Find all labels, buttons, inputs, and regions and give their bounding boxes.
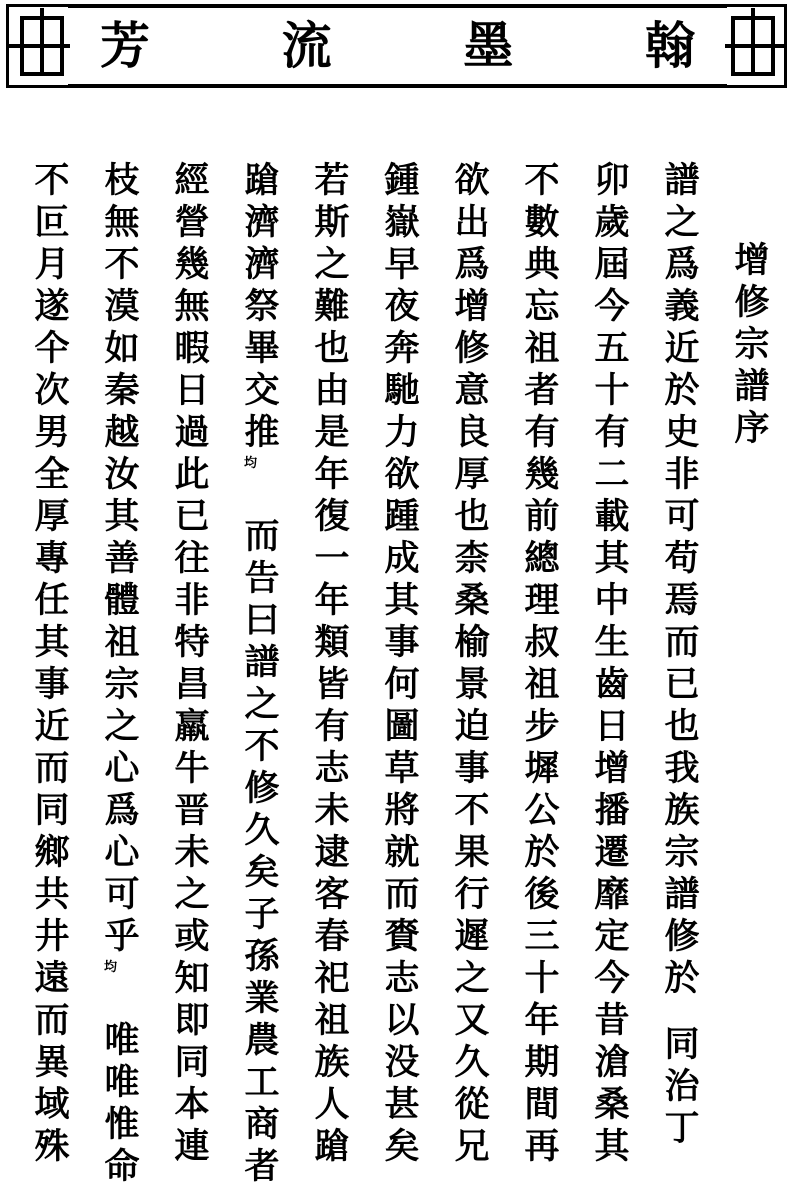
text-char: 圖	[384, 706, 420, 747]
text-char: 修	[454, 328, 490, 369]
text-char: 而	[34, 1000, 70, 1041]
text-column	[380, 160, 424, 1168]
text-char: 步	[524, 706, 560, 747]
text-char: 於	[664, 370, 700, 411]
text-char: 殊	[34, 1126, 70, 1167]
text-char: 知	[174, 958, 210, 999]
text-char: 而	[34, 748, 70, 789]
text-char: 任	[34, 580, 70, 621]
text-char: 定	[594, 916, 630, 957]
text-char: 未	[314, 790, 350, 831]
text-char: 久	[454, 1042, 490, 1083]
text-char: 之	[244, 684, 280, 725]
text-char: 歲	[594, 202, 630, 243]
text-char: 牛	[174, 748, 210, 789]
text-char: 男	[34, 412, 70, 453]
text-char: 惟	[104, 1104, 140, 1145]
text-char: 也	[314, 328, 350, 369]
text-char: 是	[314, 412, 350, 453]
text-char: 業	[244, 978, 280, 1019]
text-char: 榆	[454, 622, 490, 663]
text-char: 我	[664, 748, 700, 789]
text-char: 年	[524, 1000, 560, 1041]
text-char: 年	[314, 454, 350, 495]
text-char: 兄	[454, 1126, 490, 1167]
text-char: 斯	[314, 202, 350, 243]
text-char: 果	[454, 832, 490, 873]
text-char: 井	[34, 916, 70, 957]
text-char: 墀	[524, 748, 560, 789]
text-char: 曰	[244, 600, 280, 641]
fret-ornament-left-icon	[8, 8, 70, 82]
text-char: 再	[524, 1126, 560, 1167]
text-char: 暇	[174, 328, 210, 369]
text-char: 三	[524, 916, 560, 957]
banner-title-char: 墨	[463, 16, 514, 75]
fret-ornament-right-icon	[725, 8, 787, 82]
text-char: 祖	[524, 328, 560, 369]
text-char: 齒	[594, 664, 630, 705]
text-char: 非	[664, 454, 700, 495]
text-char: 修	[664, 916, 700, 957]
text-char: 將	[384, 790, 420, 831]
text-char: 力	[384, 412, 420, 453]
text-char: 一	[314, 538, 350, 579]
text-char: 今	[594, 286, 630, 327]
text-char: 草	[384, 748, 420, 789]
text-char: 二	[594, 454, 630, 495]
text-char: 踵	[384, 496, 420, 537]
text-char: 者	[244, 1146, 280, 1187]
text-char: 從	[454, 1084, 490, 1125]
text-char: 事	[34, 664, 70, 705]
text-char: 難	[314, 286, 350, 327]
text-char: 爲	[104, 790, 140, 831]
text-char: 其	[104, 496, 140, 537]
text-char: 也	[454, 496, 490, 537]
text-column	[450, 160, 494, 1168]
text-char: 告	[244, 558, 280, 599]
text-char: 濟	[244, 202, 280, 243]
text-column	[520, 160, 564, 1168]
text-char: 嶽	[384, 202, 420, 243]
text-char: 遂	[34, 286, 70, 327]
text-char: 欲	[454, 160, 490, 201]
text-char: 心	[104, 832, 140, 873]
text-char: 此	[174, 454, 210, 495]
column-gap	[240, 474, 284, 516]
text-char: 體	[104, 580, 140, 621]
text-char: 族	[314, 1042, 350, 1083]
text-char: 忘	[524, 286, 560, 327]
text-char: 五	[594, 328, 630, 369]
text-char: 復	[314, 496, 350, 537]
text-char: 數	[524, 202, 560, 243]
text-char: 十	[524, 958, 560, 999]
text-char: 類	[314, 622, 350, 663]
annotation-char: 均	[104, 960, 118, 975]
text-char: 者	[524, 370, 560, 411]
text-char: 厚	[34, 496, 70, 537]
text-char: 久	[244, 810, 280, 851]
text-char: 就	[384, 832, 420, 873]
text-char: 近	[34, 706, 70, 747]
text-char: 甚	[384, 1084, 420, 1125]
text-char: 同	[34, 790, 70, 831]
text-char: 宗	[104, 664, 140, 705]
text-char: 羸	[174, 706, 210, 747]
banner-title-char: 翰	[644, 16, 695, 75]
text-char: 族	[664, 790, 700, 831]
text-char: 善	[104, 538, 140, 579]
text-char: 柰	[454, 538, 490, 579]
header-banner	[0, 0, 795, 92]
text-char: 已	[174, 496, 210, 537]
text-char: 由	[314, 370, 350, 411]
text-char: 而	[384, 874, 420, 915]
text-char: 蹌	[314, 1126, 350, 1167]
text-char: 昌	[174, 664, 210, 705]
text-char: 心	[104, 748, 140, 789]
text-char: 祖	[524, 664, 560, 705]
text-char: 祀	[314, 958, 350, 999]
text-char: 期	[524, 1042, 560, 1083]
text-char: 不	[244, 726, 280, 767]
text-char: 典	[524, 244, 560, 285]
text-column	[590, 160, 634, 1168]
text-char: 人	[314, 1084, 350, 1125]
text-char: 不	[524, 160, 560, 201]
text-char: 或	[174, 916, 210, 957]
text-char: 之	[174, 874, 210, 915]
text-char: 矣	[244, 852, 280, 893]
text-char: 志	[314, 748, 350, 789]
text-column	[240, 160, 284, 1188]
text-char: 工	[244, 1062, 280, 1103]
text-char: 其	[384, 580, 420, 621]
text-char: 而	[244, 516, 280, 557]
text-char: 月	[34, 244, 70, 285]
text-char: 宗	[664, 832, 700, 873]
text-char: 祖	[314, 1000, 350, 1041]
text-char: 成	[384, 538, 420, 579]
text-char: 屆	[594, 244, 630, 285]
text-char: 如	[104, 328, 140, 369]
text-char: 之	[454, 958, 490, 999]
text-char: 蹌	[244, 160, 280, 201]
text-char: 生	[594, 622, 630, 663]
text-char: 無	[104, 202, 140, 243]
text-char: 又	[454, 1000, 490, 1041]
column-gap	[100, 978, 144, 1020]
text-char: 幾	[524, 454, 560, 495]
text-char: 皆	[314, 664, 350, 705]
text-char: 播	[594, 790, 630, 831]
text-char: 鄉	[34, 832, 70, 873]
text-char: 之	[664, 202, 700, 243]
text-char: 經	[174, 160, 210, 201]
text-char: 連	[174, 1126, 210, 1167]
text-char: 非	[174, 580, 210, 621]
text-char: 出	[454, 202, 490, 243]
text-column	[170, 160, 214, 1168]
text-char: 其	[34, 622, 70, 663]
text-char: 有	[594, 412, 630, 453]
text-char: 以	[384, 1000, 420, 1041]
text-char: 即	[174, 1000, 210, 1041]
text-char: 桑	[594, 1084, 630, 1125]
text-char: 意	[454, 370, 490, 411]
text-char: 中	[594, 580, 630, 621]
text-char: 昔	[594, 1000, 630, 1041]
text-char: 命	[104, 1146, 140, 1187]
text-char: 祭	[244, 286, 280, 327]
text-char: 後	[524, 874, 560, 915]
text-char: 之	[104, 706, 140, 747]
text-char: 秦	[104, 370, 140, 411]
text-char: 增	[734, 240, 770, 281]
text-char: 卯	[594, 160, 630, 201]
text-char: 爲	[454, 244, 490, 285]
text-char: 桑	[454, 580, 490, 621]
text-char: 仐	[34, 328, 70, 369]
text-char: 於	[524, 832, 560, 873]
text-char: 間	[524, 1084, 560, 1125]
text-column	[100, 160, 144, 1188]
text-char: 景	[454, 664, 490, 705]
banner-title-char: 流	[281, 16, 332, 75]
text-char: 春	[314, 916, 350, 957]
text-char: 不	[34, 160, 70, 201]
text-char: 載	[594, 496, 630, 537]
text-char: 全	[34, 454, 70, 495]
text-char: 理	[524, 580, 560, 621]
text-char: 遠	[34, 958, 70, 999]
text-char: 事	[384, 622, 420, 663]
text-char: 良	[454, 412, 490, 453]
banner-title	[90, 14, 705, 78]
text-char: 丁	[664, 1108, 700, 1149]
text-char: 譜	[664, 160, 700, 201]
text-char: 叔	[524, 622, 560, 663]
text-char: 其	[594, 1126, 630, 1167]
text-char: 營	[174, 202, 210, 243]
text-char: 若	[314, 160, 350, 201]
text-char: 逮	[314, 832, 350, 873]
text-char: 爲	[664, 244, 700, 285]
text-column	[30, 160, 74, 1168]
text-char: 譜	[244, 642, 280, 683]
text-char: 修	[734, 282, 770, 323]
text-char: 異	[34, 1042, 70, 1083]
text-char: 欲	[384, 454, 420, 495]
text-char: 濟	[244, 244, 280, 285]
text-char: 本	[174, 1084, 210, 1125]
text-char: 事	[454, 748, 490, 789]
text-char: 增	[594, 748, 630, 789]
text-char: 枝	[104, 160, 140, 201]
text-char: 越	[104, 412, 140, 453]
text-char: 靡	[594, 874, 630, 915]
text-char: 未	[174, 832, 210, 873]
text-char: 推	[244, 412, 280, 453]
text-char: 幾	[174, 244, 210, 285]
text-char: 不	[104, 244, 140, 285]
text-char: 序	[734, 408, 770, 449]
text-char: 今	[594, 958, 630, 999]
text-char: 客	[314, 874, 350, 915]
text-char: 唯	[104, 1020, 140, 1061]
text-char: 其	[594, 538, 630, 579]
text-char: 何	[384, 664, 420, 705]
text-char: 可	[104, 874, 140, 915]
heading-column	[730, 240, 774, 450]
text-char: 公	[524, 790, 560, 831]
text-char: 行	[454, 874, 490, 915]
text-char: 賚	[384, 916, 420, 957]
text-char: 史	[664, 412, 700, 453]
text-char: 總	[524, 538, 560, 579]
text-char: 焉	[664, 580, 700, 621]
text-char: 奔	[384, 328, 420, 369]
text-char: 没	[384, 1042, 420, 1083]
text-char: 日	[174, 370, 210, 411]
text-char: 有	[524, 412, 560, 453]
text-char: 也	[664, 706, 700, 747]
text-char: 叵	[34, 202, 70, 243]
text-char: 鍾	[384, 160, 420, 201]
text-char: 修	[244, 768, 280, 809]
text-char: 已	[664, 664, 700, 705]
text-char: 畢	[244, 328, 280, 369]
text-char: 年	[314, 580, 350, 621]
text-char: 治	[664, 1066, 700, 1107]
text-char: 宗	[734, 324, 770, 365]
annotation-char: 均	[244, 456, 258, 471]
text-char: 而	[664, 622, 700, 663]
text-char: 近	[664, 328, 700, 369]
text-char: 無	[174, 286, 210, 327]
text-char: 共	[34, 874, 70, 915]
text-char: 遲	[454, 916, 490, 957]
text-char: 迫	[454, 706, 490, 747]
text-char: 滄	[594, 1042, 630, 1083]
text-char: 早	[384, 244, 420, 285]
text-char: 譜	[734, 366, 770, 407]
text-char: 孫	[244, 936, 280, 977]
text-char: 農	[244, 1020, 280, 1061]
text-char: 同	[174, 1042, 210, 1083]
text-char: 義	[664, 286, 700, 327]
text-char: 譜	[664, 874, 700, 915]
text-char: 次	[34, 370, 70, 411]
text-column	[660, 160, 704, 1150]
text-char: 漠	[104, 286, 140, 327]
text-char: 可	[664, 496, 700, 537]
column-gap	[660, 1000, 704, 1024]
text-char: 域	[34, 1084, 70, 1125]
text-char: 晋	[174, 790, 210, 831]
text-char: 唯	[104, 1062, 140, 1103]
text-char: 祖	[104, 622, 140, 663]
text-char: 特	[174, 622, 210, 663]
text-char: 志	[384, 958, 420, 999]
text-char: 往	[174, 538, 210, 579]
text-char: 不	[454, 790, 490, 831]
text-char: 增	[454, 286, 490, 327]
text-char: 遷	[594, 832, 630, 873]
text-char: 苟	[664, 538, 700, 579]
text-char: 商	[244, 1104, 280, 1145]
text-char: 前	[524, 496, 560, 537]
text-char: 矣	[384, 1126, 420, 1167]
text-char: 之	[314, 244, 350, 285]
banner-title-char: 芳	[100, 16, 150, 75]
text-char: 專	[34, 538, 70, 579]
text-char: 馳	[384, 370, 420, 411]
text-char: 乎	[104, 916, 140, 957]
text-char: 厚	[454, 454, 490, 495]
text-char: 同	[664, 1024, 700, 1065]
text-char: 子	[244, 894, 280, 935]
text-char: 交	[244, 370, 280, 411]
text-char: 夜	[384, 286, 420, 327]
text-char: 過	[174, 412, 210, 453]
text-char: 汝	[104, 454, 140, 495]
text-char: 有	[314, 706, 350, 747]
text-char: 十	[594, 370, 630, 411]
text-column	[310, 160, 354, 1168]
preface-text	[30, 160, 780, 1187]
text-char: 日	[594, 706, 630, 747]
text-char: 於	[664, 958, 700, 999]
